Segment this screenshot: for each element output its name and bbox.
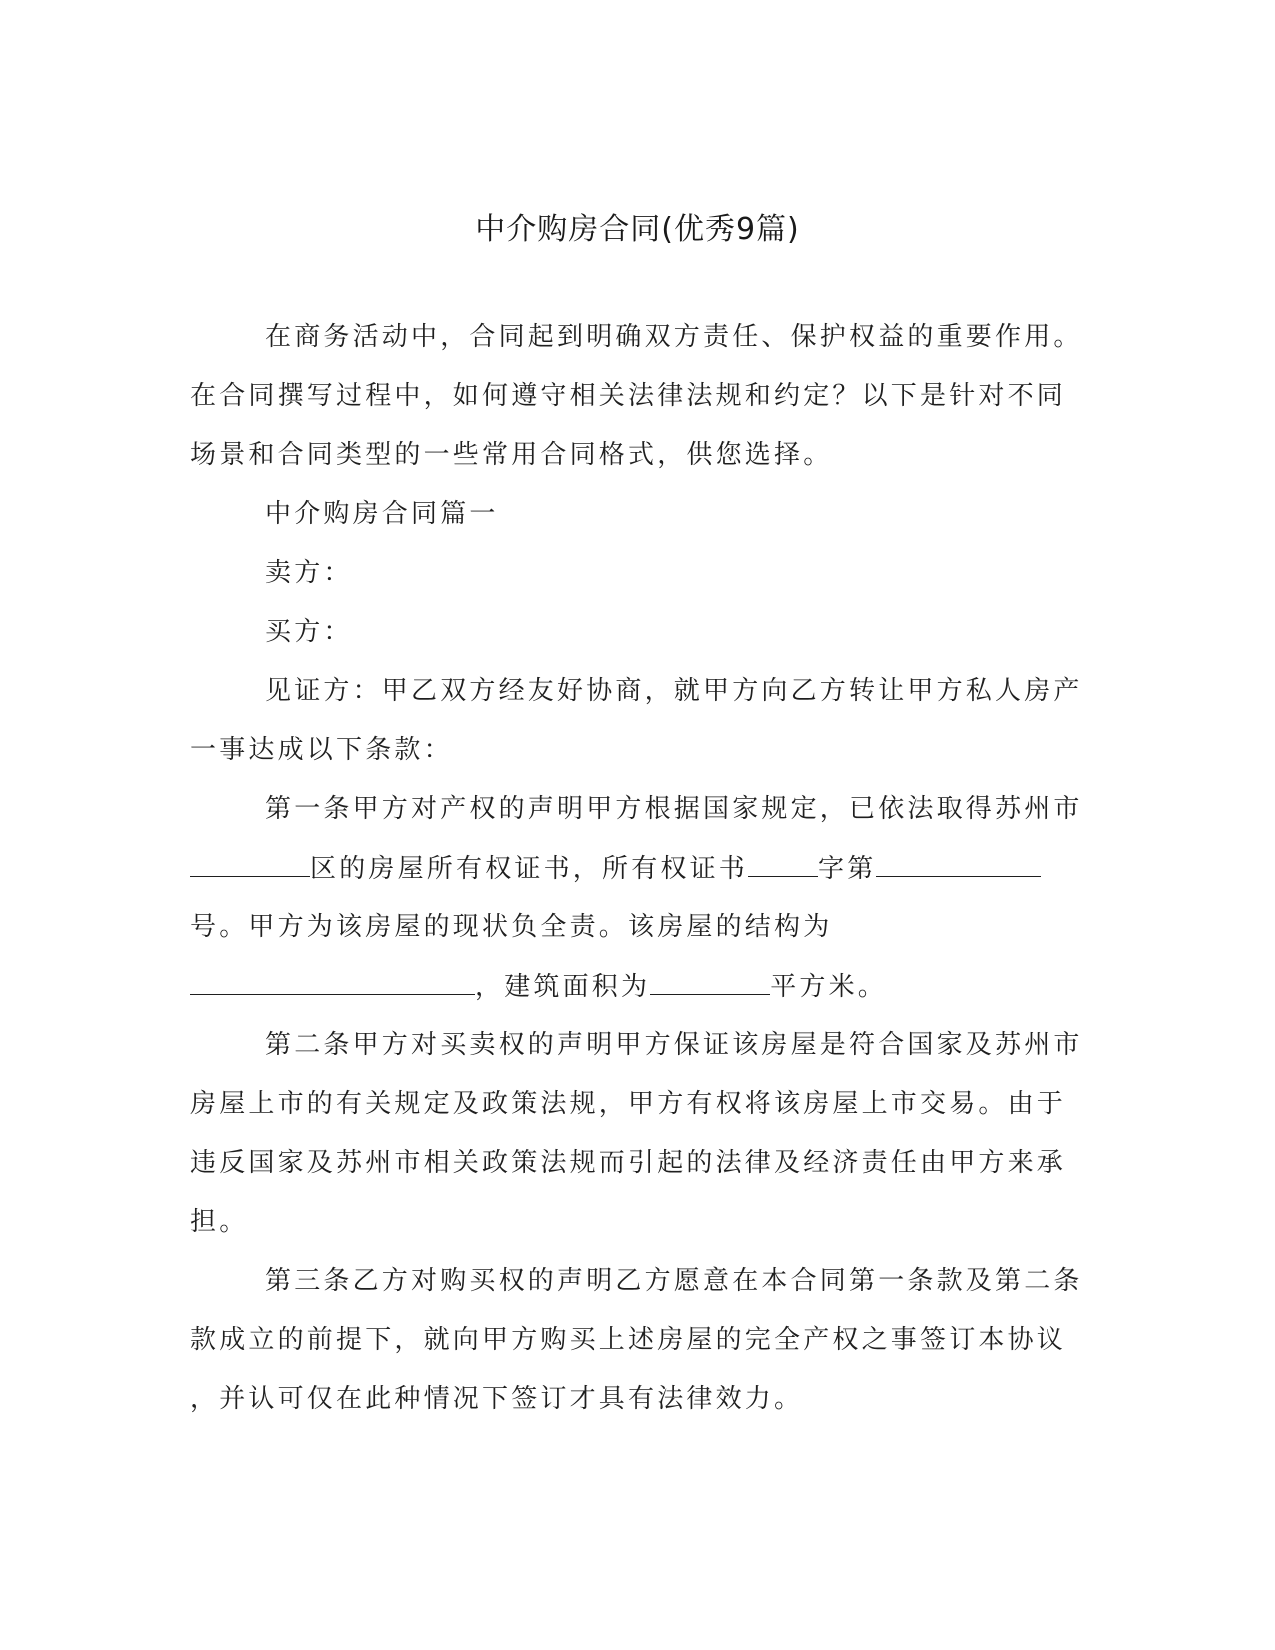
- article2-line-1: 第二条甲方对买卖权的声明甲方保证该房屋是符合国家及苏州市: [265, 1030, 1083, 1060]
- article3-line-2: 款成立的前提下，就向甲方购买上述房屋的完全产权之事签订本协议: [190, 1325, 1067, 1355]
- article1-line-4: [190, 966, 887, 1007]
- witness-line-1: 见证方：甲乙双方经友好协商，就甲方向乙方转让甲方私人房产: [265, 676, 1083, 706]
- article2-line-2: 房屋上市的有关规定及政策法规，甲方有权将该房屋上市交易。由于: [190, 1089, 1067, 1119]
- article1-line-4-text-a: ，建筑面积为: [475, 972, 651, 1002]
- intro-line-3: 场景和合同类型的一些常用合同格式，供您选择。: [190, 440, 833, 470]
- intro-line-2: 在合同撰写过程中，如何遵守相关法律法规和约定？以下是针对不同: [190, 381, 1067, 411]
- buyer-label: 买方：: [265, 617, 353, 647]
- district-blank[interactable]: [190, 848, 310, 877]
- article1-line-4-text-b: 平方米。: [770, 972, 888, 1002]
- article2-line-3: 违反国家及苏州市相关政策法规而引起的法律及经济责任由甲方来承: [190, 1148, 1067, 1178]
- article1-line-2-text-a: 区的房屋所有权证书，所有权证书: [310, 854, 749, 884]
- article3-line-3: ，并认可仅在此种情况下签订才具有法律效力。: [190, 1384, 804, 1414]
- article1-line-2: [190, 848, 1041, 889]
- seller-label: 卖方：: [265, 558, 353, 588]
- article1-line-3: 号。甲方为该房屋的现状负全责。该房屋的结构为: [190, 912, 833, 942]
- structure-blank[interactable]: [190, 966, 475, 995]
- intro-line-1: 在商务活动中，合同起到明确双方责任、保护权益的重要作用。: [265, 322, 1083, 352]
- article1-line-2-text-b: 字第: [818, 854, 877, 884]
- article3-line-1: 第三条乙方对购买权的声明乙方愿意在本合同第一条款及第二条: [265, 1266, 1083, 1296]
- article1-line-1: 第一条甲方对产权的声明甲方根据国家规定，已依法取得苏州市: [265, 794, 1083, 824]
- witness-line-2: 一事达成以下条款：: [190, 735, 453, 765]
- certificate-number-blank[interactable]: [876, 848, 1041, 877]
- certificate-prefix-blank[interactable]: [748, 848, 818, 877]
- section-heading: 中介购房合同篇一: [265, 499, 499, 529]
- document-title: 中介购房合同(优秀9篇): [475, 212, 800, 247]
- article2-line-4: 担。: [190, 1207, 249, 1237]
- area-blank[interactable]: [650, 966, 770, 995]
